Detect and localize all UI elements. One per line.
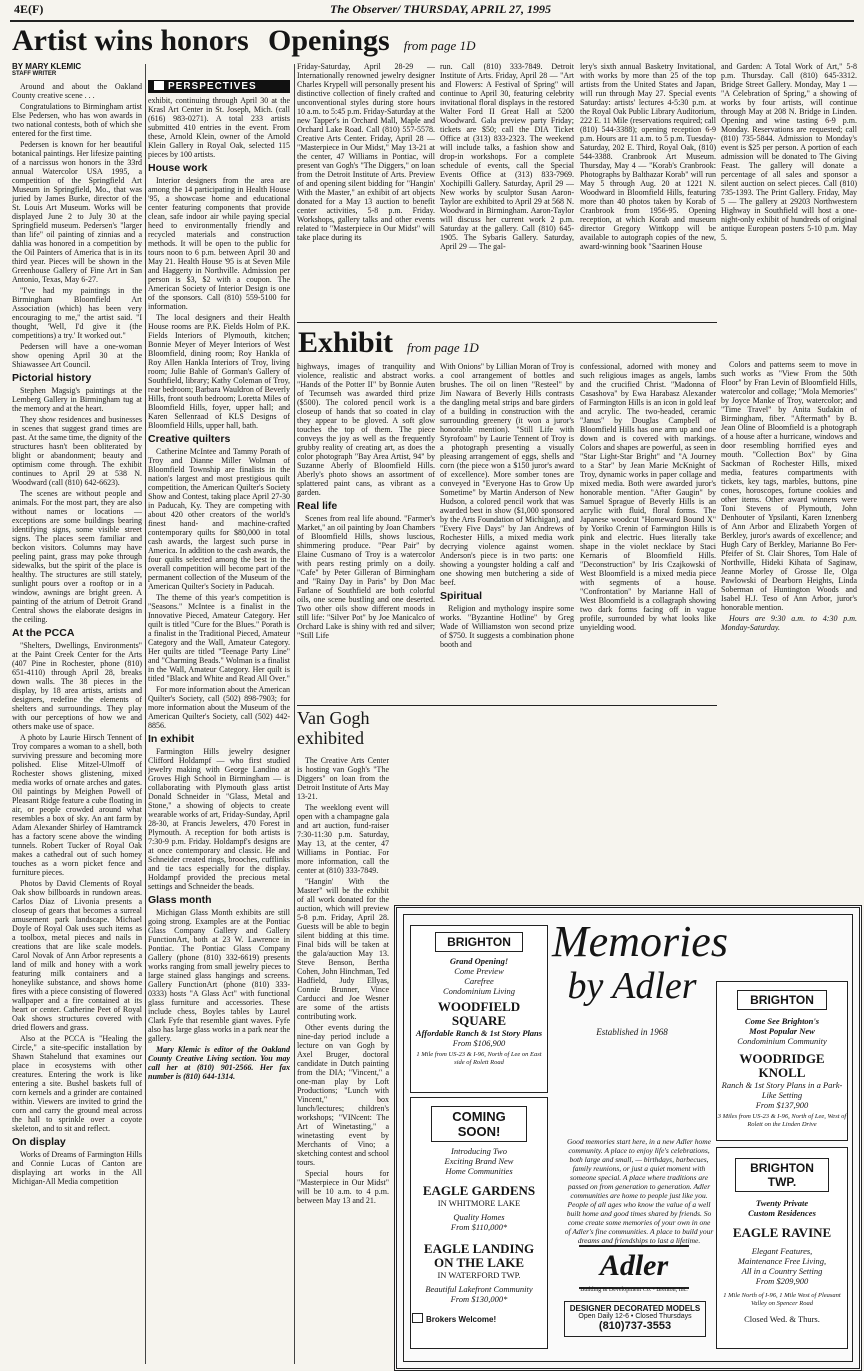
subhead-exhibit: In exhibit (148, 733, 195, 745)
box-heading: BRIGHTON (435, 932, 523, 952)
box-text: Come Preview (454, 966, 504, 976)
artist-paragraph: Pedersen will have a one-woman show opening April 30 at the Shiawassee Art Council. (12, 342, 142, 369)
subhead-quilters: Creative quilters (148, 433, 231, 445)
openings-column (721, 62, 857, 352)
openings-text: lery's sixth annual Basketry Invitational, with works by more than 25 of the top artists from the United States and Japan, will run through May 27. Special events Saturday: artists' lectures 4-5:30 p.m. at the Royal Oak Public Library Auditorium, 222 E. 11 Mile (reservations required; call (810) 544-3388); opening reception 6-9 p.m. Hours are 11 a.m. to 5 p.m. Tuesday-Saturday, 202 E. Third, Royal Oak, (810) 544-3388. Cranbrook Art Museum. Thursday, May 4 — "Korab's Cranbrook: Photographs by Balthazar Korab" will run May 5 through Aug. 20 at 1221 N. Woodward in Bloomfield Hills, featuring more than 40 photos taken by Korab of Cranbrook from 1956-95. Opening reception, at which Korab and museum director Gregory Wittkopp will be available to autograph copies of the new, award-winning book "Saarinen House (580, 62, 716, 251)
column-rule (294, 64, 295, 1364)
openings-text: and Garden: A Total Work of Art," 5-8 p.m. Thursday. Call (810) 645-3312. Bridge Street Gallery. Monday, May 1 — "A Celebration of Spring," a showing of works by four artists, will continue through May at 208 N. Bridge in Linden. Opening and wine tasting 6-9 p.m. Monday. Reservations are requested; call (810) 735-5844. Admission to Monday's event is $25 per person. A portion of each admission will be donated to The Giving Feast. The gallery will donate a percentage of all sales and sponsor a silent auction on select pieces. Call (810) 735-1393. The Print Gallery. Friday, May 5 — The gallery at 29203 Northwestern Highway in Southfield will host a one-night-only exhibit of hundreds of original antique European posters 5-10 p.m. May 5. (721, 62, 857, 242)
section-rule (297, 705, 717, 706)
artist-paragraph: Works of Dreams of Farmington Hills and Connie Lucas of Canton are displaying art works in the All Michigan-All Media competition (12, 1150, 142, 1186)
box-text: IN WATERFORD TWP. (437, 1270, 521, 1280)
exhibit-column (721, 360, 857, 752)
adler-logo: Adler (579, 1245, 689, 1289)
box-text: Quality Homes (453, 1212, 505, 1222)
artist-paragraph: They show residences and businesses in scenes that suggest grand times are past. At the same time, the dignity of the structures hasn't been obliterated by blight or abandonment; beauty and optimism come through. The exhibit continues to April 29 at 538 N. Woodward (call (810) 642-6623). (12, 415, 142, 487)
exhibit-text: Scenes from real life abound. "Farmer's Market," an oil painting by Joan Chambers of Bloomfield Hills, shows luscious, shimmering produce. "Pear Pair" by Elaine Cusmano of Troy is a watercolor with pears resting primly on a doily. "Cafe" by Peter Gilleran of Birmingham and "Rainy Day in Paris" by Don Mac Farlane of Southfield are both colorful oils, one scene bustling and one deserted. Two other oils show different moods in still life: "Silver Pot" by Joe Manicalco of Orchard Lake is shiny with red and silver; "Still Life (297, 514, 435, 640)
openings-headline-box (268, 24, 858, 63)
page-number: 4E(F) (14, 2, 44, 16)
box-text: Affordable Ranch & 1st Story Plans (415, 1028, 543, 1038)
column-rule (145, 64, 146, 1364)
artist-paragraph: A photo by Laurie Hirsch Tennent of Troy compares a woman to a shell, both surviving pressure and becoming more polished. Elise Mitzel-Ulmoff of Rochester shows glistening, mixed media works of ornate arches and gates. Oil paintings by Meighen Powell of Pleasant Ridge feature a cube floating in air, or people crowded around what resembles a box of sky. An ant farm by Adam Alexander Shirley of Hamtramck has a factory scene above the winding tunnels. Robert Tucker of Royal Oak makes a cathedral out of such homey touches as a worn picket fence and furniture pieces. (12, 733, 142, 877)
perspectives-paragraph: The theme of this year's competition is "Seasons." McIntee is a finalist in the Innovative Pieced, Amateur Category. Her quilt is titled "Cure for the Blues." Porath is a finalist in the Traditional Pieced, Amateur Category and the Wall, Amateur Category. Her quilts are titled "Teenage Party Line" and "Charming Beads." Wolman is a finalist in the Wall, Amateur Category. Her quilt is titled "Black and White and Read All Over." (148, 593, 290, 683)
artist-paragraph: Stephen Magsig's paintings at the Lemberg Gallery in Birmingham tug at the memory and at the heart. (12, 386, 142, 413)
byline-name: BY MARY KLEMIC (12, 62, 82, 71)
exhibit-text: Colors and patterns seem to move in such works as "View From the 50th Floor" by Fran Levin of Bloomfield Hills, watercolor and collage; "Mola Memories" by Joyce Manke of Troy, watercolor; and "Time Travel" by Anita Sudakin of Birmingham, fiber. "Aftermath" by B. Jean Oline of Bloomfield is a photograph of a house after a hurricane, windows and door resembling horrified eyes and mouth. "Collection Box" by Gina Sackman of Rochester Hills, mixed media, features compartments with tickets, key tags, marbles, buttons, pine cones, horoscopes, fortune cookies and other items. Other award winners were Toni Stevens of Plymouth, John Denhouter of Ypsilanti, Karen Iznenberg of Ann Arbor and Elizabeth Yorgen of Berkley, juror's awards of excellence; and Hugh Cary of Berkley, Marianne Bo Fer-Pfeifer of St. Clair Shores, Tom Hale of Northville, Hideki Kihata of Saginaw, Jeanne Morley of Grosse Ile, Olga Pawlowski of Dearborn Heights, Linda Soberman of Huntington Woods and Isabel H.J. Teso of Ann Arbor, juror's honorable mention. (721, 360, 857, 612)
openings-text: Friday-Saturday, April 28-29 — Internationally renowned jewelry designer Charles Krypell will personally present his distinctive collection of finely crafted and unconventional styles during store hours 10 a.m. to 5:45 p.m. Friday-Saturday at the new Tapper's in Orchard Mall, Maple and Orchard Lake Road. Call (810) 557-5578. Creative Arts Center. Friday, April 28 — "Masterpiece in Our Midst," May 13-21 at the center, 47 Williams in Pontiac, will present van Gogh's "The Diggers," on loan from the Detroit Institute of Arts. Preview of and opening silent bidding for "Hangin' With the Master," an exhibit of art objects donated for a May 13 auction to benefit center activities, 5-8 p.m. Friday. Workshops, gallery talks and other events related to "Masterpiece in Our Midst" will take place during its (297, 62, 435, 242)
box-text: Exciting Brand New (444, 1156, 514, 1166)
box-text: Condominium Community (737, 1036, 827, 1046)
community-name: EAGLE LANDING (423, 1241, 535, 1256)
box-text: Introducing Two (451, 1146, 507, 1156)
community-name: EAGLE RAVINE (732, 1225, 832, 1240)
perspectives-paragraph: Michigan Glass Month exhibits are still going strong. Examples are at the Pontiac Glass Company Gallery and Gallery FunctionArt, both at 23 W. Lawrence in Pontiac. The Pontiac Glass Company Gallery (phone (810) 332-6619) presents works ranging from small jewelry pieces to large stained glass hangings and screens. Gallery FunctionArt (phone (810) 333-0333) hosts "A Glass Act" with functional glass furniture and accessories. These include chess, Boyles tables by Laurel Clark Fyfe that resemble giant waves. Fyfe also has large glass works in a park near the gallery. (148, 908, 290, 1043)
equal-housing-icon (412, 1313, 423, 1323)
ad-quote: Good memories start here, in a new Adler home community. A place to enjoy life's celebrations, both large and small, — birthdays, barbecues, family reunions, or just a quiet moment with someone special. A place where traditions are passed on from generation to generation. Adler communities are home to people just like you. People of all ages who know the value of a well built home and good times shared by friends. So come create some memories of your own in one of Adler's fine communities. A place to build your dreams and friendships to last a lifetime. (564, 1137, 714, 1245)
eagle-ravine-box[interactable] (716, 1147, 848, 1349)
box-closed: Closed Wed. & Thurs. (744, 1314, 820, 1324)
exhibit-text: With Onions" by Lillian Moran of Troy is a cool arrangement of bottles and brushes. The oil on linen "Resteel" by Jim Nawara of Beverly Hills contrasts the dangling metal strips and bare girders of a building in construction with the surrounding greenery (it won a juror's honorable mention). "Still Life with Styrofoam" by Laurie Tennent of Troy is a photograph presenting a visually pleasing arrangement of eggs, shells and corn (the piece won a $150 juror's award of excellence). More somber tones are conveyed in "Everyone Has to Grow Up Sometime" by Martin Anderson of New Hudson, a colored pencil work that was awarded best in show ($1,000 sponsored by the Arts Foundation of Michigan), and "Every Five Days" by Jan Andrews of Rochester Hills, a mixed media work decrying violence against women. Anderson's piece is in two parts: one showing a youngster holding a calf and one showing men butchering a side of beef. (440, 362, 574, 587)
artist-paragraph: Also at the PCCA is "Healing the Circle," a site-specific installation by Shawn Stahelund that examines our place in ecosystems with other creatures. Entering the work is like entering a site. Bushel baskets full of corn kernels and a grinder are contained within. Viewers are invited to grind the corn and carry the ground meal across the hall to sprinkle over a coyote skeleton, and to sit and reflect. (12, 1034, 142, 1133)
woodfield-square-box[interactable] (410, 925, 548, 1093)
box-directions: 1 Mile North of I-96, 1 Mile West of Pleasant Valley on Spencer Road (723, 1292, 841, 1307)
subhead-pictorial: Pictorial history (12, 372, 92, 384)
subhead-spiritual: Spiritual (440, 590, 483, 602)
box-text: Maintenance Free Living, (737, 1256, 827, 1266)
openings-headline: Openings (268, 24, 390, 57)
section-rule (297, 322, 717, 323)
artist-paragraph: "I've had my paintings in the Birmingham Bloomfield Art Association (which) has been very encouraging to me," the artist said. "I thought, 'Well, I'd give it (the competitions) a try.' It worked out." (12, 286, 142, 340)
vangogh-headline: Van Gogh exhibited (297, 708, 370, 748)
byline-role: STAFF WRITER (12, 71, 57, 77)
perspectives-label: PERSPECTIVES (168, 81, 257, 92)
box-price: From $137,900 (755, 1100, 809, 1110)
ad-inner-frame (403, 914, 853, 1362)
openings-text: run. Call (810) 333-7849. Detroit Institute of Arts. Friday, April 28 — "Art and Flowers: A Festival of Spring" will continue to April 30, featuring celebrity invitational floral displays in the restored Walter Ford II Great Hall at 5200 Woodward. Gala preview party Friday; tickets are $50; call the DIA Ticket Office at (313) 833-2323. The weekend will include talks, a fashion show and drop-in workshops. For a complete schedule of events, call the Special Events Office at (313) 833-7969. Xochipilli Gallery. Saturday, April 29 — New works by sculptor Susan Aaron-Taylor are exhibited to April 29 at 568 N. Woodward in Birmingham. Aaron-Taylor will discuss her current work 2 p.m. Saturday at the gallery. Call (810) 645-1905. The Sybaris Gallery. Saturday, April 29 — The gal- (440, 62, 574, 251)
box-text: Come See Brighton's (744, 1016, 820, 1026)
coming-soon-box[interactable] (410, 1097, 548, 1349)
perspectives-paragraph: Farmington Hills jewelry designer Clifford Holdampf — who first studied jewelry making with George Landino at Groves High School in Birmingham — is collaborating with Plymouth glass artist Donald Schneider in "Glass, Metal and Stone," a showing of objects to create wearable works of art, Friday-Sunday, April 28-30, at Francis Jewelers, 470 Forest in Plymouth. A reception for both artists is 7:30-9 p.m. Friday. Holdampf's designs are at once contemporary and classic. He and Schneider created rings, brooches, cufflinks and tie tacs especially for the display. Holdampf provided the precious metal settings and Schneider the beads. (148, 747, 290, 891)
perspectives-paragraph: For more information about the American Quilter's Society, call (502) 898-7903; for more information about the Museum of the American Quilter's Society, call (502) 442-8856. (148, 685, 290, 730)
subhead-display: On display (12, 1136, 66, 1148)
box-heading: COMING SOON! (431, 1106, 527, 1142)
box-text: Carefree (464, 976, 494, 986)
woodridge-knoll-box[interactable] (716, 981, 848, 1141)
community-name: ON THE LAKE (433, 1255, 525, 1270)
perspectives-paragraph: Interior designers from the area are among the 14 participating in Health House '95, a showcase home and educational center featuring components that provide clean, safe indoor air while paying special heed to environmentally friendly and recycled materials and construction methods. It will be open to the public for tours noon to 6 p.m. between April 30 and May 21. Health House '95 is at Seven Mile and Haggerty in Northville. Admission per person is $3, $2 with a coupon. The American Society of Interior Design is one of the sponsors. Call (810) 559-5100 for information. (148, 176, 290, 311)
ad-title-line: by Adler (567, 965, 697, 1007)
box-directions: 3 Miles from US-23 & I-96, North of Lee, West of Rolett on the Linden Drive (717, 1113, 847, 1128)
perspectives-paragraph: The local designers and their Health House rooms are P.K. Fields Holm of P.K. Fields Interiors of Plymouth, kitchen; Bonnie Meyer of Meyer Interiors of West Bloomfield, dining room; Roy Hankla of Roy Allen Hankla Interiors of Troy, living room; Julie Bahle of Gorman's Gallery of Southfield, library; Kathy Coleman of Troy, rear bedroom; Barbara Wauldron of Beverly Hills, front south bedroom; Loretta Miles of Bloomfield Hills, foyer, upper hall; and Karen Sellenraad of KLS Designs of Bloomfield Hills, upper hall, bath. (148, 313, 290, 430)
box-text: Most Popular New (749, 1026, 815, 1036)
box-text: Twenty Private (755, 1198, 809, 1208)
exhibit-column (440, 362, 574, 702)
artist-paragraph: "Shelters, Dwellings, Environments" at the Paint Creek Center for the Arts (407 Pine in Rochester, phone (810) 651-4110) through April 28, breaks down walls. The 38 pieces in the display, by 18 area artists, artists and designers, redefine the elements of shelters and surroundings. They play with our perceptions of how we and others make use of space. (12, 641, 142, 731)
model-hours-box (564, 1301, 706, 1337)
box-text: Elegant Features, (751, 1246, 813, 1256)
exhibit-text: confessional, adorned with money and such religious images as angels, lambs and the crucified Christ. "Madonna of Casashova" by Ewa Harabasz Alexander of Farmington Hills is an icon in gold leaf and acrylic. The two-headed, ceramic "Janus" by Douglas Campbell of Bloomfield Hills has one arm up and one down and is covered with markings. Colors and shapes are powerful, as seen in "Star Light-Star Bright" and "A Journey to a Star" by Jean Marie McKnight of Troy, dynamic works in paper collage and mixed media. Both were awarded juror's honorable mention. "After Gaugin" by Samuel Sprague of Beverly Hills is an acrylic with fluid, floral forms. The Japanese woodcut "Homeward Bound X" by Yoriko Crenin of Farmington Hills is pink and electric. Hues literally take shape in the violet necklace by Staci Kernaris of Bloomfield Hills. "Deconstruction" by Iris Czajkowski of West Bloomfield is a mixed media piece with segments of a house. "Confrontation" by Marianne Hall of West Bloomfield is a collagraph showing two dark forms facing off in vague profile, surrounded by what looks like unyielding wood. (580, 362, 716, 632)
box-heading: BRIGHTON TWP. (735, 1158, 829, 1192)
banner-square-icon (154, 81, 164, 90)
exhibit-hours: Hours are 9:30 a.m. to 4:30 p.m. Monday-Saturday. (721, 614, 857, 632)
perspectives-paragraph: Catherine McIntee and Tammy Porath of Troy and Dianne Miller Wolman of Bloomfield Township are finalists in the nation's largest and most prestigious quilt competition, the American Quilter's Society Show and Contest, taking place April 27-30 in Paducah, Ky. They are competing with about 420 other creators of the world's finest hand- and machine-crafted contemporary quilts for $80,000 in total cash awards, the largest such purse in America. In addition to the cash awards, the four quilts selected among the best in the overall competition will become part of the permanent collection of the Museum of the American Quilter's Society in Paducah. (148, 447, 290, 591)
box-price: From $110,000* (450, 1222, 508, 1232)
page-folio (10, 0, 854, 22)
exhibit-text: highways, images of tranquility and violence, realistic and abstract works. "Hands of the Potter II" by Bonnie Auten of Tecumseh was awarded third prize ($500). The colored pencil work is a closeup of hands that so coated in clay they appear to be gloved. A soft glow touches the top of them. The piece conveys the joy as well as the frequently grubby reality of creating art, as does the color photograph "Bay Area Artist, 94" by Suzanne Aberly of Bloomfield Hills. Aberly's photo shows an assortment of splattered paint cans, as vibrant as a garden. (297, 362, 435, 497)
artist-paragraph: Around and about the Oakland County creative scene . . . (12, 82, 142, 100)
box-heading: BRIGHTON (737, 990, 827, 1010)
exhibit-column (297, 362, 435, 702)
hours-label: Open Daily 12-6 • Closed Thursdays (578, 1313, 692, 1320)
box-text: Ranch & 1st Story Plans in a Park-Like Setting (721, 1080, 843, 1100)
masthead-date: The Observer/ THURSDAY, APRIL 27, 1995 (330, 2, 552, 16)
perspectives-paragraph: exhibit, continuing through April 30 at the Krasl Art Center in St. Joseph, Mich. (call (616) 983-0271). A total 233 artists submitted 410 entries in the event. From these, Arnold Klein, owner of the Arnold Klein Gallery in Royal Oak, selected 115 pieces by 100 artists. (148, 96, 290, 159)
artist-paragraph: The scenes are without people and animals. For the most part, they are also without names or locations — exceptions are some buildings bearing identifying signs, some visible street signs. The places seem familiar and beckon visitors. Columns may have peeling paint, grass may poke through sidewalks, but the spirit of the place is healthy. The structures are still stately, sunlight pours over a rooftop or in a window, awnings are bright green. A painting of the atrium of Detroit Grand Central shows the elaborate designs in the ceiling. (12, 489, 142, 624)
vangogh-paragraph: The weeklong event will open with a champagne gala and art auction, fund-raiser 7:30-11:30 p.m. Saturday, May 13, at the center, 47 Williams in Pontiac. For more information, call the center at (810) 333-7849. (297, 803, 389, 875)
vangogh-paragraph: The Creative Arts Center is hosting van Gogh's "The Diggers" on loan from the Detroit Institute of Arts May 13-21. (297, 756, 389, 801)
box-text: IN WHITMORE LAKE (437, 1198, 521, 1208)
box-price: From $209,900 (755, 1276, 809, 1286)
box-price: From $130,000* (450, 1294, 508, 1304)
adler-logo-sub: Building & Development Co. • Brenton, Inc. (580, 1287, 688, 1293)
openings-column (440, 62, 574, 320)
ad-established: Established in 1968 (596, 1027, 668, 1037)
editor-note: Mary Klemic is editor of the Oakland County Creative Living section. You may call her at (810) 901-2566. Her fax number is (810) 644-1314. (148, 1045, 290, 1081)
exhibit-headline: Exhibit (298, 326, 394, 359)
box-text: Home Communities (445, 1166, 513, 1176)
models-label: DESIGNER DECORATED MODELS (569, 1304, 701, 1313)
openings-column (297, 62, 435, 320)
phone-number: (810)737-3553 (598, 1320, 672, 1332)
artist-paragraph: Pedersen is known for her beautiful botanical paintings. Her lifesize painting of a narcissus won honors in the 33rd annual Watercolor USA 1995, a competition of the Springfield Art Museum in Springfield, Mo., that was juried by James Burke, director of the St. Louis Art Museum. Works will be displayed June 2 to July 30 at the Springfield museum. Pedersen's "larger than life" oil painting of zinnias and a dahlia was honored in a competition by the Oil Painters of America that is in its third year. Pieces will be shown in the Greenhouse Gallery of Fine Art in San Antonio, Texas, May 6-27. (12, 140, 142, 284)
artist-paragraph: Photos by David Clements of Royal Oak show billboards in rundown areas. Carlos Diaz of Livonia presents a closeup of gears that becomes a surreal amusement park landscape. Michael Doyle of Royal Oak uses such items as a toolbox, metal pieces and nails in creations that are like scale models. Carol Novak of Ann Arbor represents a land of milk and honey with a work featuring milk containers and a honeylike substance, and shows home fires with a piece consisting of flowered wallpaper and a fire contained at its heart or center. Catherine Peet of Royal Oak shows structures covered with dried flowers and grass. (12, 879, 142, 1032)
exhibit-text: Religion and mythology inspire some works. "Byzantine Hotline" by Greg Wade of Williamston won second prize of $750. It suggests a combination phone booth and (440, 604, 574, 649)
adler-advertisement[interactable] (394, 905, 862, 1371)
community-name: WOODFIELD (437, 999, 521, 1014)
box-text: Condominium Living (442, 986, 516, 996)
box-text: Beautiful Lakefront Community (425, 1284, 533, 1294)
community-name: KNOLL (758, 1065, 806, 1080)
vangogh-paragraph: Special hours for "Masterpiece in Our Midst" will be 10 a.m. to 4 p.m. between May 13 and 21. (297, 1169, 389, 1205)
artist-article (12, 62, 142, 1362)
community-name: SQUARE (451, 1013, 507, 1028)
brokers-welcome (412, 1313, 496, 1324)
openings-column (580, 62, 716, 320)
exhibit-jump: from page 1D (407, 340, 479, 355)
perspectives-column (148, 96, 290, 1364)
vangogh-paragraph: "Hangin' With the Master" will be the exhibit of all work donated for the auction, which will preview 5-8 p.m. Friday, April 28. Guests will be able to begin silent bidding at this time. Final bids will be taken at the gala/auction May 13. Steve Benson, Bertha Cohen, John Hinchman, Ted Hadfield, Judy Ellyas, Connie Brunner, Vince Carducci and Joe Wesner are some of the artists contributing work. (297, 877, 389, 1021)
subhead-house: House work (148, 162, 208, 174)
box-price: From $106,900 (452, 1038, 506, 1048)
artist-headline: Artist wins honors (12, 24, 249, 57)
artist-paragraph: Congratulations to Birmingham artist Else Pedersen, who has won awards in two national contests, both of which she entered for the first time. (12, 102, 142, 138)
brokers-label: Brokers Welcome! (426, 1315, 497, 1324)
subhead-pcca: At the PCCA (12, 627, 75, 639)
box-text: Grand Opening! (449, 956, 509, 966)
subhead-real-life: Real life (297, 500, 338, 512)
vangogh-article (297, 756, 389, 1366)
exhibit-column (580, 362, 716, 702)
box-text: Custom Residences (748, 1208, 816, 1218)
ad-title (552, 917, 728, 1007)
box-directions: 1 Mile from US-23 & I-96, North of Lee on East side of Rolett Road (416, 1051, 542, 1066)
ad-title-line: Memories (552, 917, 728, 966)
subhead-glass: Glass month (148, 894, 212, 906)
community-name: EAGLE GARDENS (422, 1183, 536, 1198)
openings-jump: from page 1D (403, 38, 476, 53)
box-text: All in a Country Setting (741, 1266, 823, 1276)
vangogh-paragraph: Other events during the nine-day period include a lecture on van Gogh by Axel Bruger, doctoral candidate in Dutch painting from the DIA; "Vincent," a one-man play by Loft Productions; "Lunch with Vincent," box lunch/lectures; children's workshops; "VINcent: The Art of Winetasting," a winetasting event by Merchants of Vino; a sketching contest and school tours. (297, 1023, 389, 1167)
perspectives-banner (148, 80, 290, 93)
community-name: WOODRIDGE (739, 1051, 825, 1066)
exhibit-headline-box (298, 326, 718, 365)
